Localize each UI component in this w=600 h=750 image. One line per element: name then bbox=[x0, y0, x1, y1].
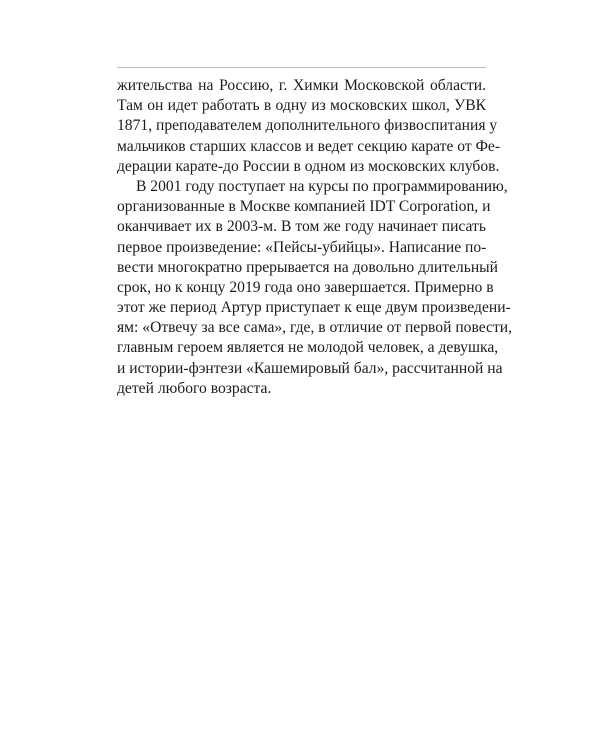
text-line: организованные в Москве компанией IDT Corporation, и bbox=[117, 198, 491, 216]
text-line: мальчиков старших классов и ведет секцию карате от Фе- bbox=[117, 137, 501, 155]
text-line: и истории-фэнтези «Кашемировый бал», рассчитанной на bbox=[117, 359, 503, 377]
text-line: Там он идет работать в одну из московских школ, УВК bbox=[117, 97, 486, 115]
text-line: первое произведение: «Пейсы-убийцы». Написание по- bbox=[117, 238, 487, 256]
text-line: оканчивает их в 2003-м. В том же году начинает писать bbox=[117, 218, 486, 236]
text-line: срок, но к концу 2019 года оно завершается. Примерно в bbox=[117, 278, 494, 296]
text-line: вести многократно прерывается на довольно длительный bbox=[117, 258, 498, 276]
paragraph-1 bbox=[117, 76, 501, 177]
text-line: этот же период Артур приступает к еще двум произведени- bbox=[117, 299, 511, 317]
text-line: главным героем является не молодой человек, а девушка, bbox=[117, 339, 499, 357]
text-line: жительства на Россию, г. Химки Московской области. bbox=[117, 77, 486, 94]
text-line: ям: «Отвечу за все сама», где, в отличие от первой повести, bbox=[117, 319, 513, 337]
paragraph-2 bbox=[117, 177, 513, 399]
text-line: детей любого возраста. bbox=[117, 379, 272, 397]
body-text bbox=[117, 76, 513, 399]
text-line: дерации карате-до России в одном из московских клубов. bbox=[117, 157, 500, 175]
header-rule bbox=[117, 67, 486, 68]
text-line: В 2001 году поступает на курсы по программированию, bbox=[136, 177, 508, 195]
text-line: 1871, преподавателем дополнительного физвоспитания у bbox=[117, 117, 498, 135]
